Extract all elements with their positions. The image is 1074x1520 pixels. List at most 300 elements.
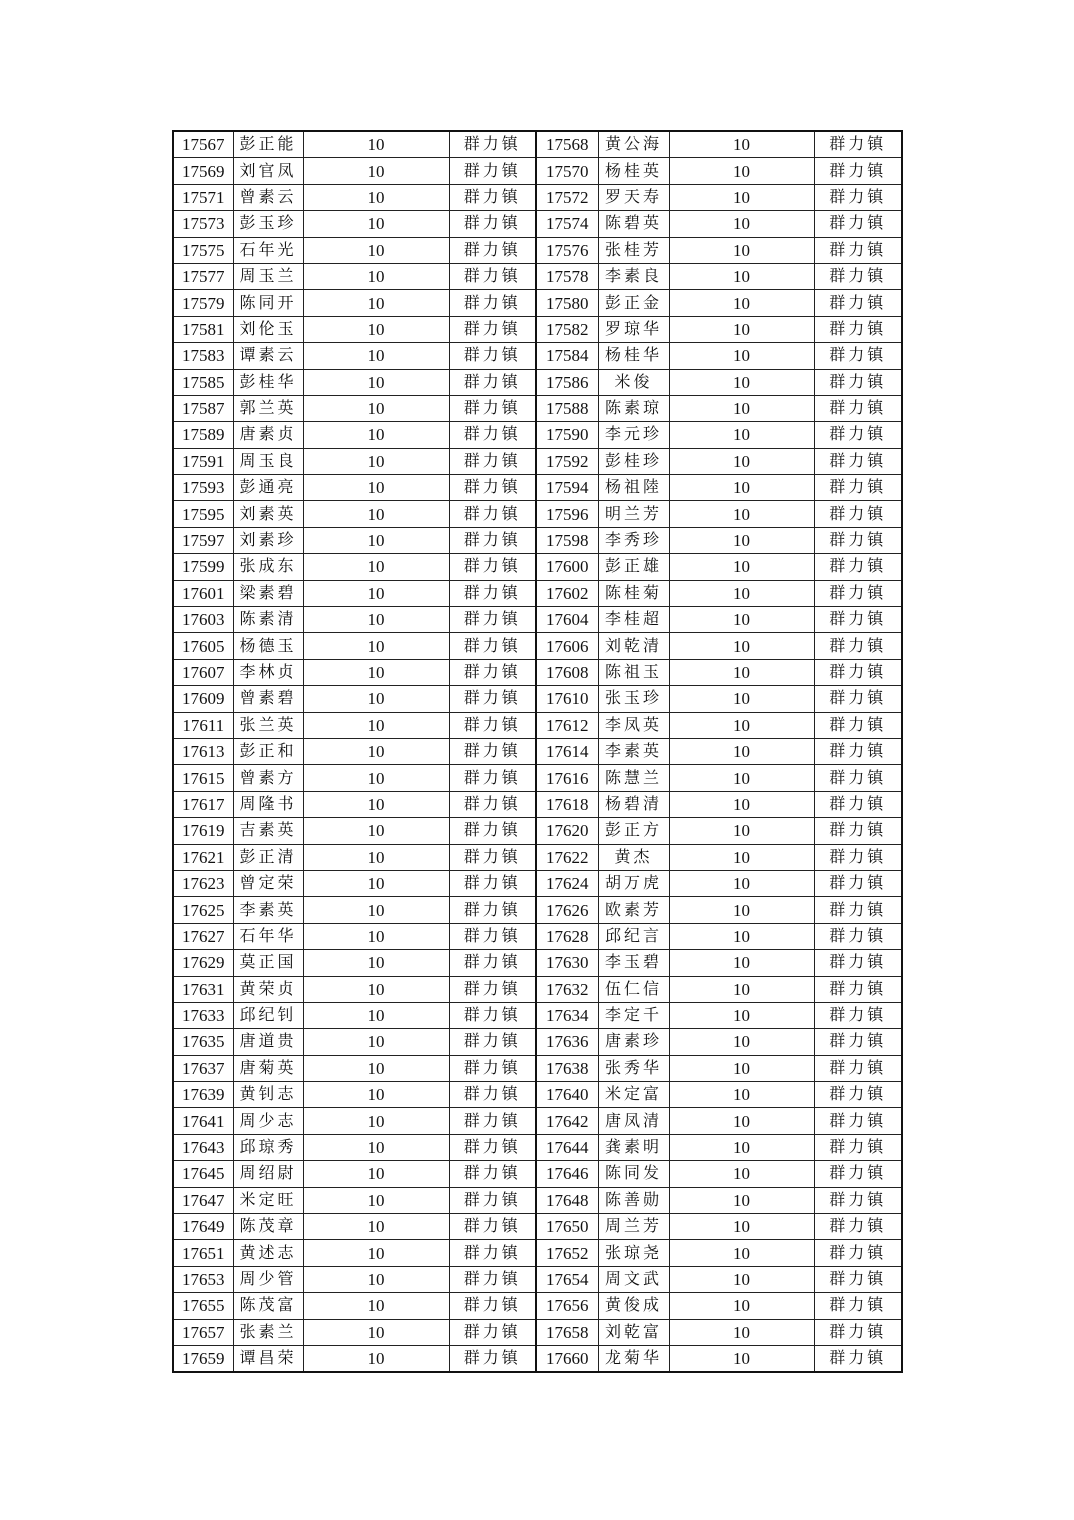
amount-cell: 10 [669,1240,814,1266]
town-cell: 群力镇 [814,316,902,342]
town-cell: 群力镇 [814,765,902,791]
record-number-cell: 17596 [536,501,598,527]
person-name-cell: 刘乾富 [598,1319,669,1345]
amount-cell: 10 [303,237,449,263]
person-name-cell: 彭正清 [233,844,303,870]
town-cell: 群力镇 [814,686,902,712]
town-cell: 群力镇 [814,554,902,580]
person-name-cell: 郭兰英 [233,395,303,421]
record-number-cell: 17640 [536,1082,598,1108]
town-cell: 群力镇 [449,316,536,342]
town-cell: 群力镇 [814,343,902,369]
town-cell: 群力镇 [814,738,902,764]
town-cell: 群力镇 [449,184,536,210]
amount-cell: 10 [669,1108,814,1134]
record-number-cell: 17633 [173,1002,233,1028]
record-number-cell: 17637 [173,1055,233,1081]
town-cell: 群力镇 [814,1266,902,1292]
record-number-cell: 17605 [173,633,233,659]
town-cell: 群力镇 [814,1029,902,1055]
amount-cell: 10 [669,1214,814,1240]
person-name-cell: 陈素琼 [598,395,669,421]
record-number-cell: 17621 [173,844,233,870]
person-name-cell: 彭正能 [233,131,303,158]
amount-cell: 10 [669,923,814,949]
town-cell: 群力镇 [814,580,902,606]
person-name-cell: 周绍尉 [233,1161,303,1187]
town-cell: 群力镇 [449,475,536,501]
table-row [173,343,902,369]
table-row [173,580,902,606]
record-number-cell: 17654 [536,1266,598,1292]
table-row [173,791,902,817]
person-name-cell: 米俊 [598,369,669,395]
amount-cell: 10 [303,1108,449,1134]
record-number-cell: 17592 [536,448,598,474]
person-name-cell: 谭昌荣 [233,1345,303,1372]
record-number-cell: 17597 [173,527,233,553]
amount-cell: 10 [669,1055,814,1081]
amount-cell: 10 [303,633,449,659]
amount-cell: 10 [669,369,814,395]
record-number-cell: 17606 [536,633,598,659]
person-name-cell: 彭玉珍 [233,211,303,237]
amount-cell: 10 [669,686,814,712]
amount-cell: 10 [669,501,814,527]
town-cell: 群力镇 [449,1214,536,1240]
amount-cell: 10 [669,1134,814,1160]
amount-cell: 10 [303,712,449,738]
table-row [173,501,902,527]
amount-cell: 10 [303,1240,449,1266]
town-cell: 群力镇 [449,158,536,184]
record-number-cell: 17613 [173,738,233,764]
record-number-cell: 17629 [173,950,233,976]
person-name-cell: 陈素清 [233,607,303,633]
amount-cell: 10 [669,1293,814,1319]
table-row [173,950,902,976]
person-name-cell: 刘素珍 [233,527,303,553]
table-row [173,659,902,685]
town-cell: 群力镇 [449,659,536,685]
person-name-cell: 张成东 [233,554,303,580]
record-number-cell: 17615 [173,765,233,791]
amount-cell: 10 [303,1002,449,1028]
amount-cell: 10 [669,422,814,448]
person-name-cell: 黄述志 [233,1240,303,1266]
amount-cell: 10 [303,422,449,448]
person-name-cell: 石年光 [233,237,303,263]
table-row [173,237,902,263]
record-number-cell: 17599 [173,554,233,580]
record-number-cell: 17577 [173,263,233,289]
amount-cell: 10 [669,527,814,553]
record-number-cell: 17617 [173,791,233,817]
person-name-cell: 罗天寿 [598,184,669,210]
table-row [173,316,902,342]
person-name-cell: 黄荣贞 [233,976,303,1002]
town-cell: 群力镇 [449,554,536,580]
record-number-cell: 17657 [173,1319,233,1345]
record-number-cell: 17644 [536,1134,598,1160]
person-name-cell: 李素英 [233,897,303,923]
record-number-cell: 17658 [536,1319,598,1345]
person-name-cell: 李林贞 [233,659,303,685]
table-row [173,1108,902,1134]
amount-cell: 10 [303,976,449,1002]
town-cell: 群力镇 [814,422,902,448]
record-number-cell: 17610 [536,686,598,712]
person-name-cell: 张兰英 [233,712,303,738]
roster-table [172,130,903,1373]
town-cell: 群力镇 [814,1002,902,1028]
town-cell: 群力镇 [814,607,902,633]
amount-cell: 10 [669,131,814,158]
person-name-cell: 黄公海 [598,131,669,158]
person-name-cell: 龚素明 [598,1134,669,1160]
person-name-cell: 杨祖陸 [598,475,669,501]
record-number-cell: 17655 [173,1293,233,1319]
town-cell: 群力镇 [814,1187,902,1213]
person-name-cell: 米定富 [598,1082,669,1108]
town-cell: 群力镇 [814,448,902,474]
table-row [173,475,902,501]
person-name-cell: 石年华 [233,923,303,949]
person-name-cell: 杨碧清 [598,791,669,817]
amount-cell: 10 [669,211,814,237]
person-name-cell: 李素良 [598,263,669,289]
table-row [173,211,902,237]
town-cell: 群力镇 [449,1055,536,1081]
record-number-cell: 17651 [173,1240,233,1266]
record-number-cell: 17625 [173,897,233,923]
record-number-cell: 17568 [536,131,598,158]
table-row [173,263,902,289]
town-cell: 群力镇 [814,950,902,976]
town-cell: 群力镇 [814,633,902,659]
person-name-cell: 黄杰 [598,844,669,870]
record-number-cell: 17575 [173,237,233,263]
town-cell: 群力镇 [449,1029,536,1055]
record-number-cell: 17580 [536,290,598,316]
person-name-cell: 吉素英 [233,818,303,844]
person-name-cell: 周玉兰 [233,263,303,289]
amount-cell: 10 [303,607,449,633]
town-cell: 群力镇 [814,475,902,501]
amount-cell: 10 [303,1319,449,1345]
amount-cell: 10 [303,184,449,210]
town-cell: 群力镇 [449,976,536,1002]
person-name-cell: 杨德玉 [233,633,303,659]
record-number-cell: 17634 [536,1002,598,1028]
record-number-cell: 17650 [536,1214,598,1240]
person-name-cell: 陈善勋 [598,1187,669,1213]
table-row [173,870,902,896]
table-row [173,1266,902,1292]
record-number-cell: 17569 [173,158,233,184]
person-name-cell: 李凤英 [598,712,669,738]
town-cell: 群力镇 [449,1293,536,1319]
amount-cell: 10 [303,1161,449,1187]
amount-cell: 10 [303,1345,449,1372]
town-cell: 群力镇 [814,501,902,527]
amount-cell: 10 [669,791,814,817]
person-name-cell: 欧素芳 [598,897,669,923]
town-cell: 群力镇 [449,1082,536,1108]
record-number-cell: 17627 [173,923,233,949]
table-row [173,422,902,448]
amount-cell: 10 [669,475,814,501]
record-number-cell: 17574 [536,211,598,237]
person-name-cell: 陈祖玉 [598,659,669,685]
amount-cell: 10 [669,897,814,923]
amount-cell: 10 [303,290,449,316]
town-cell: 群力镇 [449,343,536,369]
table-row [173,369,902,395]
town-cell: 群力镇 [449,950,536,976]
town-cell: 群力镇 [449,844,536,870]
amount-cell: 10 [669,1029,814,1055]
amount-cell: 10 [303,501,449,527]
person-name-cell: 刘素英 [233,501,303,527]
town-cell: 群力镇 [449,501,536,527]
town-cell: 群力镇 [814,1055,902,1081]
amount-cell: 10 [303,343,449,369]
amount-cell: 10 [303,1187,449,1213]
record-number-cell: 17649 [173,1214,233,1240]
record-number-cell: 17632 [536,976,598,1002]
amount-cell: 10 [669,976,814,1002]
person-name-cell: 周少管 [233,1266,303,1292]
person-name-cell: 陈慧兰 [598,765,669,791]
amount-cell: 10 [303,950,449,976]
amount-cell: 10 [303,580,449,606]
record-number-cell: 17652 [536,1240,598,1266]
amount-cell: 10 [303,1214,449,1240]
person-name-cell: 彭正方 [598,818,669,844]
amount-cell: 10 [669,712,814,738]
table-row [173,818,902,844]
town-cell: 群力镇 [449,580,536,606]
person-name-cell: 唐道贵 [233,1029,303,1055]
town-cell: 群力镇 [814,1161,902,1187]
town-cell: 群力镇 [814,1345,902,1372]
person-name-cell: 周兰芳 [598,1214,669,1240]
table-row [173,1134,902,1160]
record-number-cell: 17608 [536,659,598,685]
amount-cell: 10 [669,633,814,659]
person-name-cell: 张玉珍 [598,686,669,712]
table-row [173,633,902,659]
table-row [173,1029,902,1055]
record-number-cell: 17614 [536,738,598,764]
amount-cell: 10 [669,184,814,210]
amount-cell: 10 [303,1134,449,1160]
town-cell: 群力镇 [449,1002,536,1028]
table-row [173,844,902,870]
town-cell: 群力镇 [449,369,536,395]
record-number-cell: 17587 [173,395,233,421]
person-name-cell: 陈同开 [233,290,303,316]
table-row [173,1319,902,1345]
person-name-cell: 张琼尧 [598,1240,669,1266]
amount-cell: 10 [669,395,814,421]
record-number-cell: 17593 [173,475,233,501]
record-number-cell: 17653 [173,1266,233,1292]
amount-cell: 10 [669,237,814,263]
person-name-cell: 刘乾清 [598,633,669,659]
record-number-cell: 17612 [536,712,598,738]
person-name-cell: 谭素云 [233,343,303,369]
town-cell: 群力镇 [449,263,536,289]
town-cell: 群力镇 [449,897,536,923]
amount-cell: 10 [303,1055,449,1081]
record-number-cell: 17579 [173,290,233,316]
person-name-cell: 彭桂珍 [598,448,669,474]
amount-cell: 10 [669,580,814,606]
town-cell: 群力镇 [814,369,902,395]
town-cell: 群力镇 [449,290,536,316]
person-name-cell: 米定旺 [233,1187,303,1213]
town-cell: 群力镇 [814,158,902,184]
town-cell: 群力镇 [449,607,536,633]
amount-cell: 10 [669,1002,814,1028]
person-name-cell: 胡万虎 [598,870,669,896]
town-cell: 群力镇 [449,237,536,263]
amount-cell: 10 [669,870,814,896]
person-name-cell: 黄钊志 [233,1082,303,1108]
table-row [173,1002,902,1028]
person-name-cell: 周玉良 [233,448,303,474]
record-number-cell: 17647 [173,1187,233,1213]
record-number-cell: 17609 [173,686,233,712]
person-name-cell: 彭桂华 [233,369,303,395]
person-name-cell: 唐素珍 [598,1029,669,1055]
record-number-cell: 17631 [173,976,233,1002]
amount-cell: 10 [669,158,814,184]
record-number-cell: 17595 [173,501,233,527]
person-name-cell: 彭通亮 [233,475,303,501]
town-cell: 群力镇 [449,131,536,158]
amount-cell: 10 [669,316,814,342]
person-name-cell: 周隆书 [233,791,303,817]
person-name-cell: 曾素云 [233,184,303,210]
table-row [173,131,902,158]
town-cell: 群力镇 [449,818,536,844]
town-cell: 群力镇 [814,712,902,738]
town-cell: 群力镇 [449,448,536,474]
record-number-cell: 17591 [173,448,233,474]
table-row [173,712,902,738]
record-number-cell: 17604 [536,607,598,633]
table-body [173,131,902,1372]
town-cell: 群力镇 [814,1108,902,1134]
amount-cell: 10 [303,369,449,395]
amount-cell: 10 [303,659,449,685]
person-name-cell: 陈碧英 [598,211,669,237]
amount-cell: 10 [669,290,814,316]
person-name-cell: 陈同发 [598,1161,669,1187]
record-number-cell: 17570 [536,158,598,184]
record-number-cell: 17603 [173,607,233,633]
amount-cell: 10 [669,765,814,791]
record-number-cell: 17624 [536,870,598,896]
table-row [173,923,902,949]
amount-cell: 10 [303,263,449,289]
person-name-cell: 彭正金 [598,290,669,316]
person-name-cell: 唐菊英 [233,1055,303,1081]
town-cell: 群力镇 [814,659,902,685]
table-row [173,686,902,712]
table-row [173,448,902,474]
person-name-cell: 李秀珍 [598,527,669,553]
record-number-cell: 17601 [173,580,233,606]
record-number-cell: 17620 [536,818,598,844]
town-cell: 群力镇 [449,395,536,421]
town-cell: 群力镇 [814,1082,902,1108]
town-cell: 群力镇 [814,184,902,210]
record-number-cell: 17656 [536,1293,598,1319]
town-cell: 群力镇 [449,1134,536,1160]
person-name-cell: 彭正雄 [598,554,669,580]
person-name-cell: 莫正国 [233,950,303,976]
record-number-cell: 17616 [536,765,598,791]
person-name-cell: 邱纪钊 [233,1002,303,1028]
town-cell: 群力镇 [449,791,536,817]
person-name-cell: 张素兰 [233,1319,303,1345]
record-number-cell: 17578 [536,263,598,289]
table-row [173,1082,902,1108]
record-number-cell: 17607 [173,659,233,685]
amount-cell: 10 [303,316,449,342]
amount-cell: 10 [303,554,449,580]
person-name-cell: 龙菊华 [598,1345,669,1372]
table-row [173,976,902,1002]
amount-cell: 10 [303,211,449,237]
record-number-cell: 17590 [536,422,598,448]
person-name-cell: 陈桂菊 [598,580,669,606]
town-cell: 群力镇 [814,527,902,553]
person-name-cell: 曾素碧 [233,686,303,712]
amount-cell: 10 [303,395,449,421]
person-name-cell: 张桂芳 [598,237,669,263]
record-number-cell: 17626 [536,897,598,923]
record-number-cell: 17641 [173,1108,233,1134]
table-row [173,290,902,316]
amount-cell: 10 [669,448,814,474]
record-number-cell: 17589 [173,422,233,448]
record-number-cell: 17583 [173,343,233,369]
amount-cell: 10 [303,131,449,158]
amount-cell: 10 [669,1082,814,1108]
town-cell: 群力镇 [814,897,902,923]
table-row [173,765,902,791]
town-cell: 群力镇 [814,818,902,844]
person-name-cell: 邱纪言 [598,923,669,949]
town-cell: 群力镇 [449,633,536,659]
person-name-cell: 梁素碧 [233,580,303,606]
record-number-cell: 17572 [536,184,598,210]
person-name-cell: 刘官凤 [233,158,303,184]
person-name-cell: 伍仁信 [598,976,669,1002]
person-name-cell: 杨桂英 [598,158,669,184]
amount-cell: 10 [303,448,449,474]
amount-cell: 10 [303,475,449,501]
record-number-cell: 17642 [536,1108,598,1134]
record-number-cell: 17638 [536,1055,598,1081]
town-cell: 群力镇 [449,1266,536,1292]
amount-cell: 10 [303,738,449,764]
